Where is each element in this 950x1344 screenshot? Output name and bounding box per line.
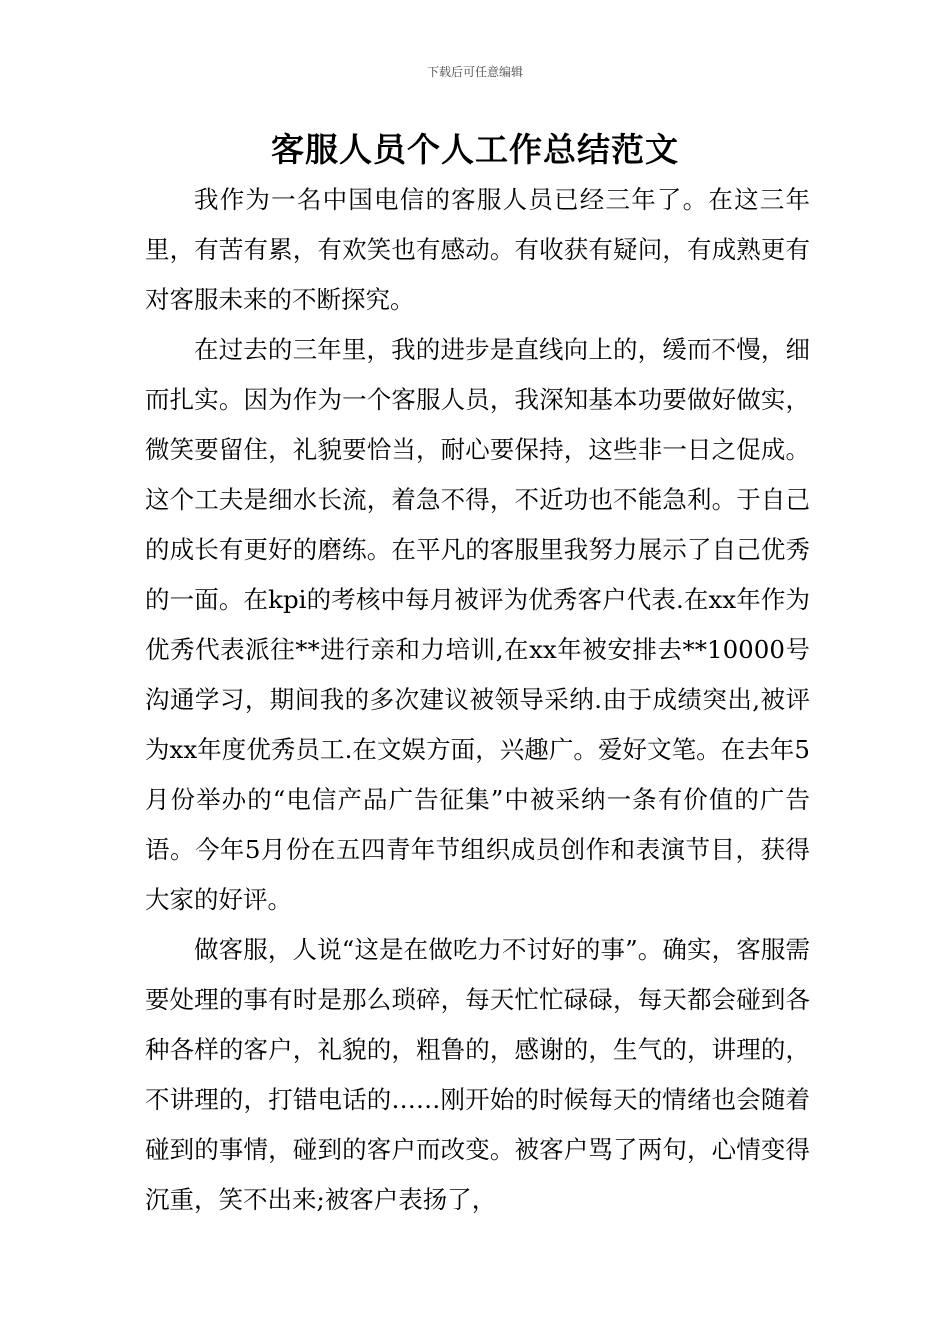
paragraph-1: 我作为一名中国电信的客服人员已经三年了。在这三年里，有苦有累，有欢笑也有感动。有收获有疑问，有成熟更有对客服未来的不断探究。 [145, 185, 810, 314]
document-body [145, 175, 810, 1225]
document-title: 客服人员个人工作总结范文 [271, 130, 679, 169]
paragraph-2: 在过去的三年里，我的进步是直线向上的，缓而不慢，细而扎实。因为作为一个客服人员，我深知基本功要做好做实，微笑要留住，礼貌要恰当，耐心要保持，这些非一日之促成。这个工夫是细水长流，着急不得，不近功也不能急利。于自己的成长有更好的磨练。在平凡的客服里我努力展示了自己优秀的一面。在kpi的考核中每月被评为优秀客户代表.在xx年作为优秀代表派往**进行亲和力培训,在xx年被安排去**10000号沟通学习，期间我的多次建议被领导采纳.由于成绩突出,被评为xx年度优秀员工.在文娱方面，兴趣广。爱好文笔。在去年5月份举办的“电信产品广告征集”中被采纳一条有价值的广告语。今年5月份在五四青年节组织成员创作和表演节目，获得大家的好评。 [145, 335, 810, 914]
paragraph-3: 做客服，人说“这是在做吃力不讨好的事”。确实，客服需要处理的事有时是那么琐碎，每天忙忙碌碌，每天都会碰到各种各样的客户，礼貌的，粗鲁的，感谢的，生气的，讲理的，不讲理的，打错电话的……刚开始的时候每天的情绪也会随着碰到的事情，碰到的客户而改变。被客户骂了两句，心情变得沉重，笑不出来;被客户表扬了， [145, 935, 810, 1214]
header-note: 下载后可任意编辑 [426, 65, 523, 79]
